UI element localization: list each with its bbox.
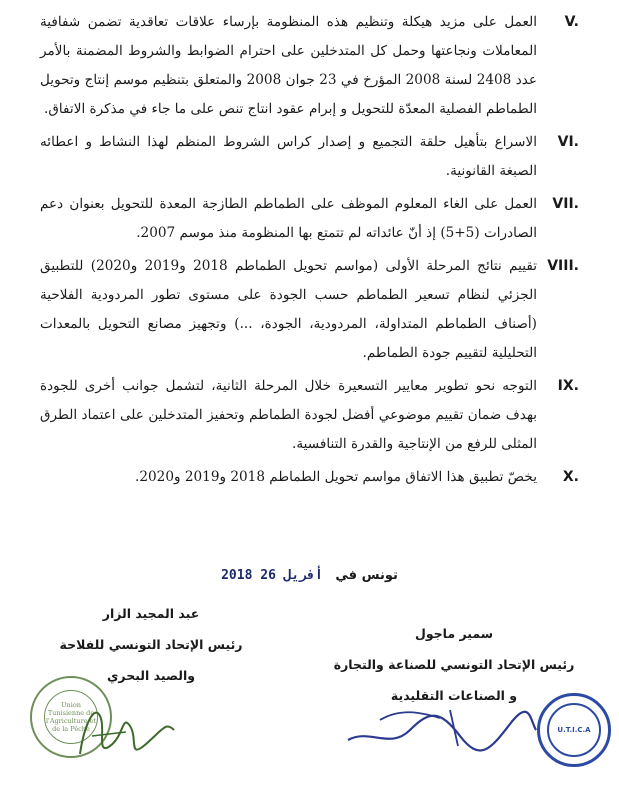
signatory-name: سمير ماجول	[414, 626, 494, 641]
item-text: العمل على الغاء المعلوم الموظف على الطماطم الطازجة المعدة للتحويل بعنوان دعم الصادرات (5+5) إذ أنّ عائداته لم تتمتع بها المنظومة منذ موسم 2007.	[40, 196, 537, 241]
date-stamp: 2018 26 أفريل	[221, 568, 323, 583]
item-number: X.	[562, 469, 579, 485]
agreement-items	[40, 8, 579, 496]
utica-stamp-text: U.T.I.C.A	[547, 703, 601, 757]
signatory-title: رئيس الإتحاد التونسي للفلاحة	[59, 637, 243, 652]
item-number: VI.	[557, 134, 579, 150]
item-text: التوجه نحو تطوير معايير التسعيرة خلال المرحلة الثانية، لتشمل جوانب أخرى للجودة بهدف ضمان تقييم موضوعي أفضل لجودة الطماطم وتحفيز المتدخلين على اعتماد الطرق المثلى للرفع من الإنتاجية والقدرة التنافسية.	[40, 378, 537, 452]
list-item	[40, 463, 579, 492]
signatory-title-line2: و الصناعات التقليدية	[390, 688, 518, 703]
signature-left-icon	[70, 696, 180, 766]
item-text: تقييم نتائج المرحلة الأولى (مواسم تحويل الطماطم 2018 و2019 و2020) للتطبيق الجزئي لنظام تسعير الطماطم حسب الجودة على مستوى تطور المردودية الفلاحية (أصناف الطماطم المتداولة، المردودية، الجودة، ...) وتجهيز مصانع التحويل بالمعدات التحليلية لتقييم جودة الطماطم.	[40, 258, 538, 361]
list-item	[40, 8, 579, 124]
signatory-title: رئيس الإتحاد التونسي للصناعة والتجارة	[333, 657, 575, 672]
date-place: تونس في	[335, 568, 398, 583]
list-item	[40, 128, 579, 186]
date-line	[0, 568, 619, 583]
signature-right-icon	[340, 700, 540, 756]
item-number: IX.	[557, 378, 579, 394]
signatory-utica	[329, 618, 579, 711]
item-number: VIII.	[547, 258, 579, 274]
item-number: V.	[564, 14, 579, 30]
item-text: الاسراع بتأهيل حلقة التجميع و إصدار كراس الشروط المنظم لهذا النشاط و اعطائه الصبغة القانونية.	[40, 134, 537, 179]
item-number: VII.	[552, 196, 579, 212]
utap-stamp-text: Union Tunisienne de l'Agriculture et de la Pêche	[44, 690, 98, 744]
signatory-title-line2: والصيد البحري	[106, 668, 196, 683]
utica-stamp-icon	[537, 693, 611, 767]
item-text: العمل على مزيد هيكلة وتنظيم هذه المنظومة بإرساء علاقات تعاقدية تضمن شفافية المعاملات ونجاعتها وحمل كل المتدخلين على احترام الضوابط والشروط المضمنة بالأمر عدد 2408 لسنة 2008 المؤرخ في 23 جوان 2008 والمتعلق بتنظيم موسم إنتاج وتحويل الطماطم الفصلية المعدّة للتحويل و إبرام عقود انتاج تنص على ما جاء في مذكرة الاتفاق.	[40, 14, 538, 117]
list-item	[40, 252, 579, 368]
list-item	[40, 190, 579, 248]
signatory-name: عبد المجيد الزار	[102, 606, 200, 621]
item-text: يخصّ تطبيق هذا الاتفاق مواسم تحويل الطماطم 2018 و2019 و2020.	[135, 469, 537, 485]
list-item	[40, 372, 579, 459]
